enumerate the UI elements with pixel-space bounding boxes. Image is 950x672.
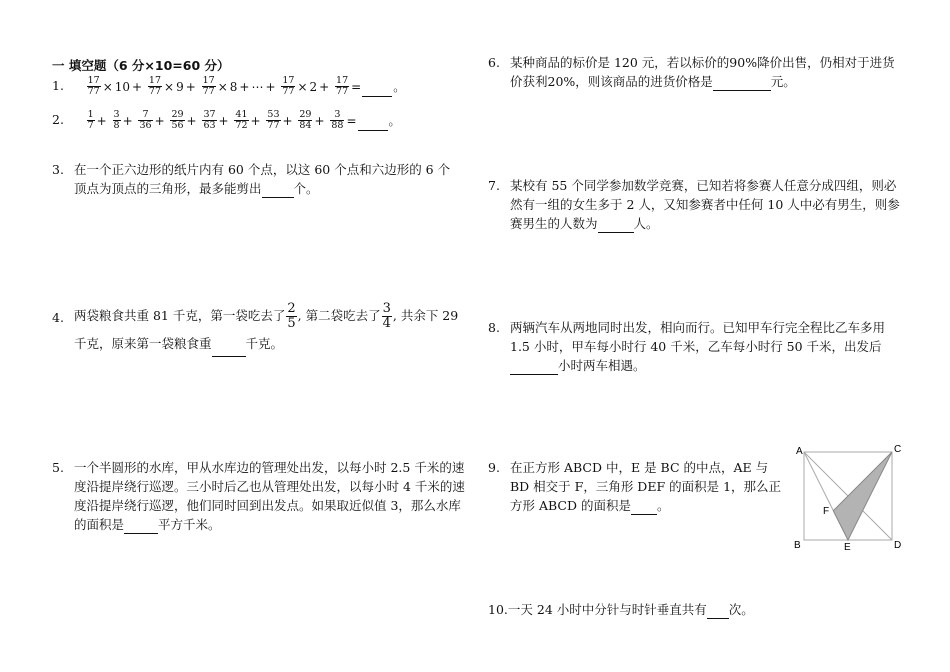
label-e: E bbox=[844, 542, 851, 553]
question-10: 10.一天 24 小时中分针与时针垂直共有 次。 bbox=[488, 602, 754, 617]
fraction: $\frac{17}{77}$ bbox=[336, 75, 349, 97]
question-9: 9. 在正方形 ABCD 中，E 是 BC 的中点，AE 与 BD 相交于 F，三角形 DEF 的面积是 1，那么正方形 ABCD 的面积是 。 bbox=[488, 460, 782, 513]
label-b: B bbox=[794, 540, 801, 551]
answer-blank[interactable] bbox=[510, 360, 558, 375]
question-text: 某种商品的标价是 120 元，若以标价的90%降价出售，仍相对于进货价获利20%，则该商品的进货价格是 bbox=[510, 55, 895, 89]
fraction: $\frac{41}{72}$ bbox=[235, 109, 248, 131]
answer-blank[interactable] bbox=[124, 519, 158, 534]
answer-blank[interactable] bbox=[212, 342, 246, 357]
question-number: 5. bbox=[52, 460, 64, 475]
question-text: 两辆汽车从两地同时出发，相向而行。已知甲车行完全程比乙车多用 1.5 小时，甲车每小时行 40 千米，乙车每小时行 50 千米，出发后 bbox=[510, 320, 886, 354]
question-number: 2. bbox=[52, 112, 64, 127]
question-3: 3. 在一个正六边形的纸片内有 60 个点，以这 60 个点和六边形的 6 个顶点为顶点的三角形，最多能剪出 个。 bbox=[52, 162, 451, 196]
fraction: $\frac{3}{88}$ bbox=[331, 109, 344, 131]
answer-blank[interactable] bbox=[358, 116, 388, 131]
fraction: $\frac{17}{77}$ bbox=[282, 75, 295, 97]
question-text: 在一个正六边形的纸片内有 60 个点，以这 60 个点和六边形的 6 个顶点为顶点的三角形，最多能剪出 bbox=[74, 162, 451, 196]
answer-blank[interactable] bbox=[598, 218, 634, 233]
question-text: 某校有 55 个同学参加数学竞赛，已知若将参赛人任意分成四组，则必然有一组的女生多于 2 人，又知参赛者中任何 10 人中必有男生，则参赛男生的人数为 bbox=[510, 178, 900, 231]
question-number: 7. bbox=[488, 178, 500, 193]
fraction: $\frac{29}{56}$ bbox=[171, 109, 184, 131]
label-a: A bbox=[796, 446, 803, 457]
fraction: $\frac{37}{63}$ bbox=[203, 109, 216, 131]
answer-blank[interactable] bbox=[262, 183, 294, 198]
square-diagram bbox=[786, 440, 910, 558]
question-number: 1. bbox=[52, 78, 64, 93]
question-2: 2. $\frac{1}{7}$ + $\frac{3}{8}$ + $\frac{7}{36}$ + $\frac{29}{56}$ + $\frac{37}{63}$ + $\frac{41}{72}$ + $\frac{53}{77}$ + $\frac{29}{84}$ + $\frac{3}{88}$ = 。 bbox=[52, 109, 401, 131]
question-7: 7. 某校有 55 个同学参加数学竞赛，已知若将参赛人任意分成四组，则必然有一组的女生多于 2 人，又知参赛者中任何 10 人中必有男生，则参赛男生的人数为 人。 bbox=[488, 178, 900, 231]
question-6: 6. 某种商品的标价是 120 元，若以标价的90%降价出售，仍相对于进货价获利20%，则该商品的进货价格是 元。 bbox=[488, 55, 895, 89]
section-title: 一 填空题（6 分×10=60 分） bbox=[52, 58, 230, 73]
fraction: $\frac{29}{84}$ bbox=[299, 109, 312, 131]
fraction: $\frac{1}{7}$ bbox=[87, 109, 94, 131]
question-number: 10. bbox=[488, 602, 508, 617]
fraction: $\frac{17}{77}$ bbox=[202, 75, 215, 97]
question-number: 9. bbox=[488, 460, 500, 475]
fraction: $\frac{2}{5}$ bbox=[287, 301, 296, 331]
question-number: 3. bbox=[52, 162, 64, 177]
question-number: 8. bbox=[488, 320, 500, 335]
question-8: 8. 两辆汽车从两地同时出发，相向而行。已知甲车行完全程比乙车多用 1.5 小时，甲车每小时行 40 千米，乙车每小时行 50 千米，出发后小时两车相遇。 bbox=[488, 320, 886, 373]
fraction: $\frac{17}{77}$ bbox=[87, 75, 100, 97]
answer-blank[interactable] bbox=[631, 500, 657, 515]
question-4: 4. 两袋粮食共重 81 千克，第一袋吃去了 $\frac{2}{5}$ , 第二袋吃去了 $\frac{3}{4}$ , 共余下 29 千克，原来第一袋粮食重 千克。 bbox=[52, 302, 466, 357]
question-text: 一个半圆形的水库，甲从水库边的管理处出发，以每小时 2.5 千米的速度沿提岸绕行巡逻。三小时后乙也从管理处出发，以每小时 4 千米的速度沿提岸绕行巡逻，他们同时回到出发点。如果取近似值 3，那么水库的面积是 bbox=[74, 460, 465, 532]
fraction: $\frac{7}{36}$ bbox=[139, 109, 152, 131]
fraction: $\frac{53}{77}$ bbox=[267, 109, 280, 131]
question-text: 两袋粮食共重 81 千克，第一袋吃去了 bbox=[74, 308, 286, 323]
label-d: D bbox=[894, 540, 902, 551]
fraction: $\frac{3}{8}$ bbox=[113, 109, 120, 131]
question-number: 4. bbox=[52, 310, 64, 325]
question-text: 一天 24 小时中分针与时针垂直共有 bbox=[507, 602, 707, 617]
answer-blank[interactable] bbox=[707, 604, 729, 619]
question-number: 6. bbox=[488, 55, 500, 70]
question-1: 1. $\frac{17}{77}$ × 10 + $\frac{17}{77}$ × 9 + $\frac{17}{77}$ × 8 + ⋯ + $\frac{17}{77}$ × 2 + $\frac{17}{77}$ = 。 bbox=[52, 75, 406, 97]
label-f: F bbox=[823, 506, 830, 517]
question-5: 5. 一个半圆形的水库，甲从水库边的管理处出发，以每小时 2.5 千米的速度沿提岸绕行巡逻。三小时后乙也从管理处出发，以每小时 4 千米的速度沿提岸绕行巡逻，他们同时回到出发点。如果取近似值 3，那么水库的面积是 平方千米。 bbox=[52, 460, 465, 532]
answer-blank[interactable] bbox=[713, 76, 771, 91]
label-c: C bbox=[894, 444, 902, 455]
question-text: 在正方形 ABCD 中，E 是 BC 的中点，AE 与 BD 相交于 F，三角形 DEF 的面积是 1，那么正方形 ABCD 的面积是 bbox=[510, 460, 782, 513]
fraction: $\frac{3}{4}$ bbox=[382, 301, 391, 331]
answer-blank[interactable] bbox=[362, 82, 392, 97]
fraction: $\frac{17}{77}$ bbox=[148, 75, 162, 97]
triangle-def-shaded bbox=[833, 452, 892, 540]
